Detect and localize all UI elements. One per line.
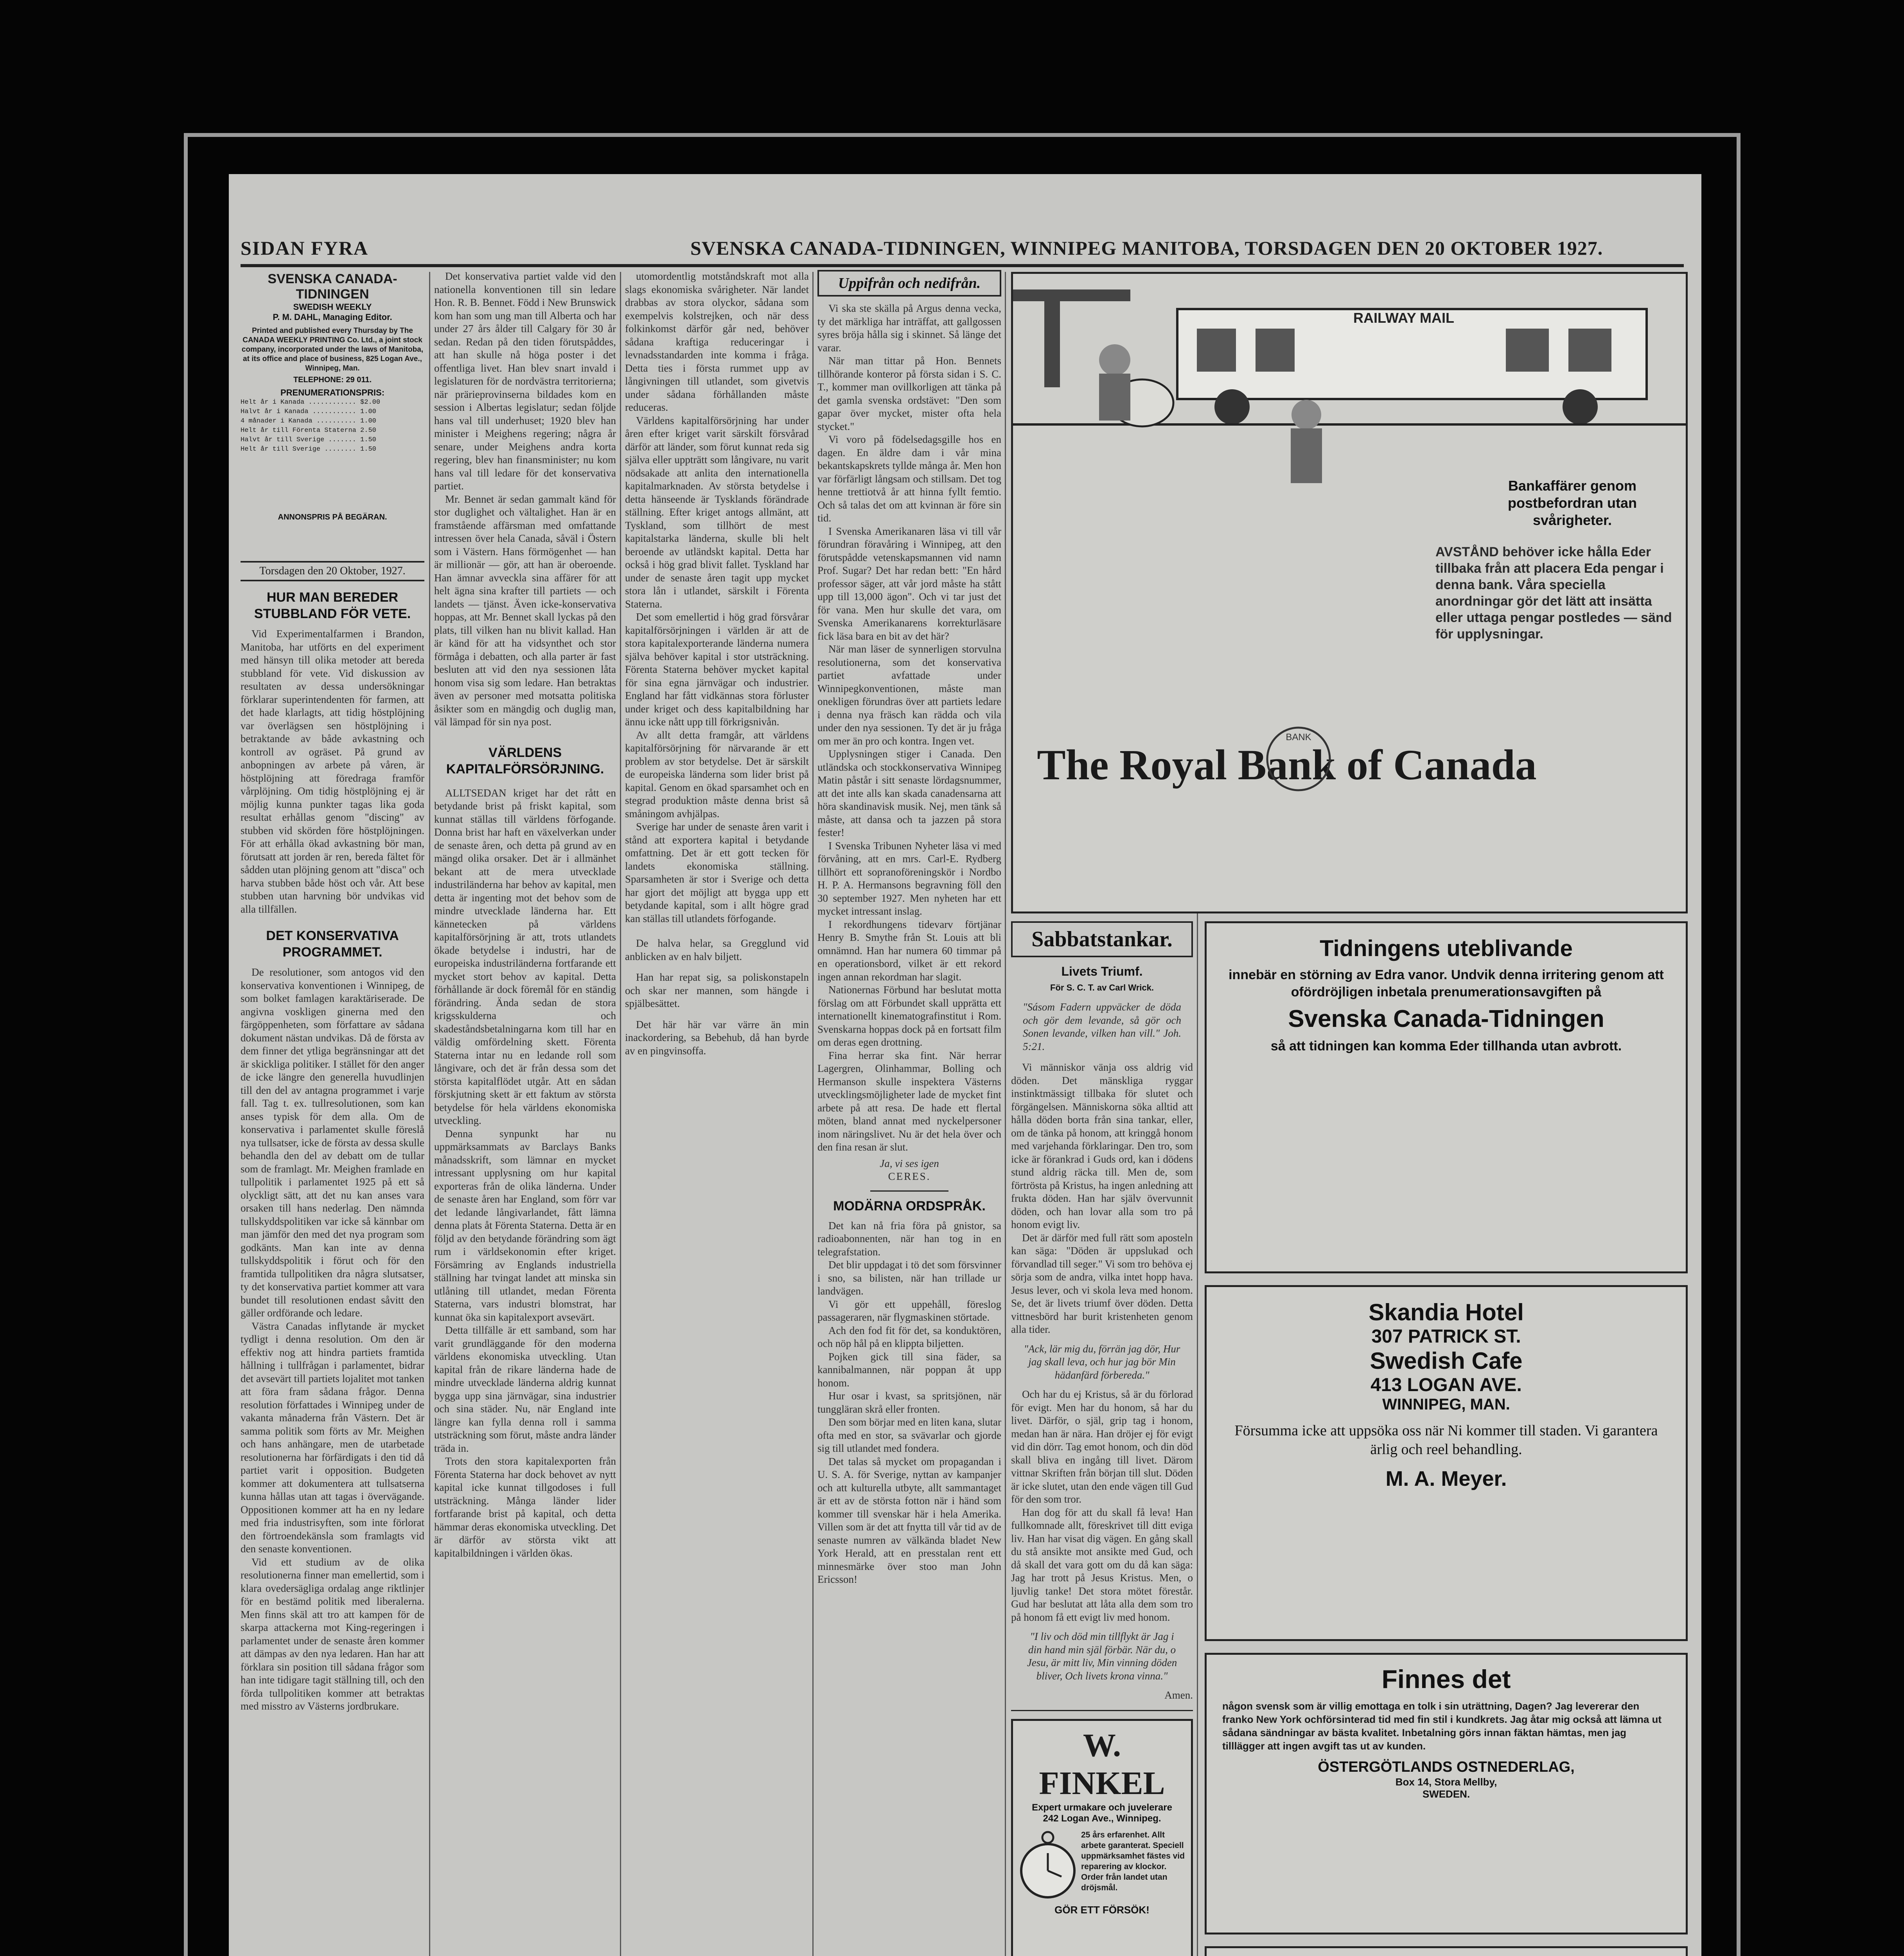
sabbat-title-box	[1011, 921, 1193, 957]
finnes-title: Finnes det	[1381, 1665, 1511, 1694]
article-paragraph: Vid ett studium av de olika resolutionerna finner man emellertid, som i klara ovedersägliga ordalag ange riktlinjer för en bestämd politik med liberalerna. Men finns skäl att tro att kampen för de skarpa attackerna mot King-regeringen i parlamentet under de senaste åren kommer att dämpas av den nya ledaren. Han har att förklara sin position till sådana frågor som han inte tidigare tagit ställning till, och den förda tullpolitiken kommer att betraktas med misstro av Västerns jordbrukare.	[241, 1556, 424, 1712]
bank-ad-headline: Bankaffärer genom postbefordran utan svårigheter.	[1508, 478, 1637, 528]
finnes-name: ÖSTERGÖTLANDS OSTNEDERLAG,	[1318, 1759, 1575, 1775]
sabbat-verse: "Ack, lär mig du, förrän jag dör, Hur jag skall leva, och hur jag bör Min hädanfärd förbereda."	[1024, 1343, 1180, 1381]
subscription-row: Helt år till Sverige ........ 1.50	[241, 446, 376, 453]
masthead-telephone: TELEPHONE: 29 011.	[293, 376, 372, 384]
subscription-row: Helt år i Kanada ............ $2.00	[241, 399, 381, 406]
column-paragraph: I Svenska Tribunen Nyheter läsa vi med förvåning, att en mrs. Carl-E. Rydberg tillhört ett sopranoföreningskör i Nordbo H. P. A. Hermansons begravning föll den 30 september 1927. Men nyheten har ett mycket intressant inslag.	[817, 840, 1001, 917]
sabbat-quote: "Sásom Fadern uppväcker de döda och gör dem levande, så gör och Sonen levande, vilken han vill." Joh. 5:21.	[1023, 1001, 1181, 1052]
column-signature: CERES.	[888, 1170, 931, 1182]
subscription-list	[241, 398, 424, 454]
tillfallighet-ad	[1205, 1946, 1688, 1956]
paper-dateline: SVENSKA CANADA-TIDNINGEN, WINNIPEG MANITOBA, TORSDAGEN DEN 20 OKTOBER 1927.	[690, 237, 1603, 259]
sabbat-paragraph: Det är därför med full rätt som aposteln kan säga: "Döden är uppslukad och förvandlad till seger." Vi som tro behöva ej sörja som de andra, vilka intet hopp hava. Jesus lever, och vi skola leva med honom. Se, det är livets triumf över döden. Detta vittnesbörd har burit kristenheten genom alla tider.	[1011, 1231, 1193, 1335]
column-paragraph: Fina herrar ska fint. När herrar Lagergren, Olinhammar, Bolling och Hermanson skulle inspektera Västerns utvecklingsmöjligheter lade de mycket fint arbete på att resa. De hade ett flertal möten, bland annat med nyckelpersoner inom näringslivet. Nu är det hela över och den fina resan är slut.	[817, 1049, 1001, 1153]
column-1	[241, 270, 424, 1956]
column-paragraph: När man tittar på Hon. Bennets tillhörande konteror på första sidan i S. C. T., kommer man ovillkorligen att tänka på det gamla svenska ordstävet: "Den som gapar över mycket, mister ofta hela stycket."	[817, 355, 1001, 432]
ads-price-heading: ANNONSPRIS PÅ BEGÄRAN.	[278, 513, 387, 521]
subscription-row: Helt år till Förenta Staterna 2.50	[241, 427, 376, 434]
car-window	[1506, 329, 1549, 372]
sabbat-body	[1011, 1388, 1193, 1624]
finkel-body: 25 års erfarenhet. Allt arbete garanterat. Speciell uppmärksamhet fästes vid reparering av klockor. Order från landet utan dröjsmål.	[1081, 1830, 1185, 1892]
column-paragraph: I rekordhungens tidevarv förtjänar Henry B. Smythe från St. Louis att bli omnämnd. Han har numera 60 timmar på en operationsbord, vilket är ett rekord ingen annan rekordman har slagit.	[817, 918, 1001, 983]
subscription-row: Halvt år till Sverige ....... 1.50	[241, 436, 376, 444]
sabbat-amen: Amen.	[1164, 1689, 1193, 1701]
skandia-line: Skandia Hotel	[1369, 1299, 1524, 1325]
bank-seal	[1263, 724, 1334, 794]
column-5	[1011, 921, 1193, 1956]
column-rule	[429, 272, 430, 1956]
newspaper-page	[229, 174, 1701, 1956]
article-paragraph: utomordentlig motståndskraft mot alla slags ekonomiska svårigheter. När landet drabbas av stora olyckor, sådana som exempelvis kolstrejken, och när dess folkinkomst därför går ned, behöver sådana kraftiga reduceringar i levnadsstandarden inte komma i fråga. Detta ties i första rummet upp av långivningen till utlandet, som givetvis under sådana förhållanden måste reduceras.	[625, 270, 809, 413]
column-rule	[812, 272, 814, 1956]
article-paragraph: Trots den stora kapitalexporten från Förenta Staterna har dock behovet av nytt kapital icke kunnat tillgodoses i full utsträckning. Många länder lider fortfarande brist på kapital, och detta hämmar deras ekonomiska utveckling. Det är därför av största vikt att kapitalbildningen i världen ökas.	[434, 1455, 616, 1559]
train-sign: RAILWAY MAIL	[1353, 310, 1455, 326]
skandia-line: WINNIPEG, MAN.	[1382, 1396, 1510, 1413]
masthead-editor: P. M. DAHL, Managing Editor.	[273, 312, 392, 322]
article-paragraph: Sverige har under de senaste åren varit i stånd att exportera kapital i betydande omfattning. Det är ett gott tecken för landets ekonomiska ställning. Sparsamheten är stor i Sverige och detta har gjort det möjligt att bygga upp ett betydande kapital, som i allt högre grad kan ställas till utlandets förfogande.	[625, 821, 809, 924]
masthead-title: SVENSKA CANADA-TIDNINGEN	[268, 271, 397, 302]
article-paragraph: De halva helar, sa Gregglund vid anblicken av en halv biljett.	[625, 937, 809, 962]
proverb: Hur osar i kvast, sa spritsjönen, när tunggläran skrå eller fronten.	[817, 1390, 1001, 1415]
tidningens-body: innebär en störning av Edra vanor. Undvik denna irritering genom att ofördröjligen inbetala prenumerationsavgiften på	[1229, 967, 1664, 1000]
proverb: Pojken gick till sina fäder, sa kannibalmannen, när poppan åt upp honom.	[817, 1350, 1001, 1389]
issue-date: Torsdagen den 20 Oktober, 1927.	[241, 561, 424, 581]
train-wheel	[1563, 389, 1598, 424]
subscription-row: 4 månader i Kanada .......... 1.00	[241, 417, 376, 425]
article-title: HUR MAN BEREDER STUBBLAND FÖR VETE.	[254, 590, 411, 621]
train-wheel	[1214, 389, 1250, 424]
sabbat-subtitle: Livets Triumf.	[1061, 964, 1143, 978]
article-body	[434, 270, 616, 729]
worker-figure	[1291, 428, 1322, 483]
section-divider	[1011, 1710, 1193, 1711]
tidningens-tail: så att tidningen kan komma Eder tillhanda utan avbrott.	[1270, 1039, 1622, 1054]
skandia-line: Swedish Cafe	[1370, 1348, 1523, 1374]
worker-figure	[1099, 374, 1130, 421]
subscription-heading: PRENUMERATIONSPRIS:	[280, 388, 385, 397]
column-paragraph: Upplysningen stiger i Canada. Den utländska och stockkonservativa Winnipeg Matin påstår i sitt senaste lördagsnummer, att det inte alls kan skada canadensarna att höra skandinavisk musik. Nej, men tänk så måste, att dansa och ta jazzen på stora fester!	[817, 748, 1001, 838]
article-title: DET KONSERVATIVA PROGRAMMET.	[266, 928, 399, 960]
section-heading-box	[817, 270, 1001, 297]
finkel-tail: GÖR ETT FÖRSÖK!	[1054, 1904, 1150, 1916]
article-paragraph: Det konservativa partiet valde vid den nationella konventionen till sin ledare Hon. R. B. Bennet. Född i New Brunswick kom han som ung man till Alberta och har under 27 års ålder till Calgary för 30 år sedan. Redan på den tiden förutspåddes, att han skulle nå höga poster i det offentliga livet. Han blev snart invald i legislaturen för de nordvästra territorierna; när prärieprovinserna bildades kom en session i Albertas legislatur; sedan följde hans val till underhuset; 1920 blev han minister i Meighens regering; några år senare, under Meighens andra korta regering, blev han finansminister; nu kom hans val till ledare för det konservativa partiet.	[434, 270, 616, 492]
finkel-name: W. FINKEL	[1039, 1727, 1165, 1801]
finkel-line: Expert urmakare och juvelerare	[1032, 1802, 1172, 1813]
header-rule	[241, 264, 1684, 267]
car-window	[1197, 329, 1236, 372]
bank-ad-body: AVSTÅND behöver icke hålla Eder tillbaka från att placera Eda pengar i denna bank. Våra speciella anordningar gör det lätt att insätta eller uttaga pengar postledes — sänd för upplysningar.	[1435, 545, 1672, 642]
column-paragraph: När man läser de synnerligen storvulna resolutionerna, som det konservativa partiet avfattade under Winnipegkonventionen, måste man onekligen förundras över att partiets ledare i denna nya fräsch kan rädda och vila under den nya sessionen. Ty det är ju fråga om mer än pro och kontra. Ingen vet.	[817, 643, 1001, 747]
article-body	[434, 787, 616, 1560]
sabbat-title: Sabbatstankar.	[1031, 927, 1173, 951]
tidningens-name: Svenska Canada-Tidningen	[1288, 1005, 1604, 1032]
column-3	[625, 270, 809, 1956]
article-paragraph: Han har repat sig, sa poliskonstapeln och skar ner mannen, som hängde i spjälbesättet.	[625, 971, 809, 1009]
proverb: Vi gör ett uppehåll, föreslog passageraren, när flygmaskinen störtade.	[817, 1298, 1001, 1323]
article-paragraph: Mr. Bennet är sedan gammalt känd för stor duglighet och vältalighet. Han är en framstående affärsman med omfattande intressen över hela Canada, såväl i Östern som i Västern. Hans förmögenhet — han är millionär — gör, att han är oberoende. Han ämnar avveckla sina affärer för att helt ägna sina krafter till partiets — och landets — tjänst. Även icke-konservativa hoppas, att Mr. Bennet skall lyckas på den plats, till vilken han nu blivit kallad. Han är känd för att ha vidsynthet och stor förmåga i debatten, och alla parter är fast besluten att vid den nya sessionen låta honom visa sig som ledare. Han betraktas även av personer med motsatta politiska åsikter som en mängdig och duglig man, väl lämpad för sin nya post.	[434, 493, 616, 728]
column-2	[434, 270, 616, 1956]
proverb: Det talas så mycket om propagandan i U. S. A. för Sverige, nyttan av kampanjer och att kulturella utbyte, allt sammantaget är ett av de största fotton när i händ som kommer till svenskar här i hela Amerika. Villen som är det att fnytta till vår tid av de senaste numren av välkända bladet New York Herald, att en presstalan rent ett minnesmärke över stoo man John Ericsson!	[817, 1455, 1001, 1585]
article-body	[241, 627, 424, 916]
svg-text:BANK: BANK	[1286, 732, 1311, 742]
royal-bank-ad	[1011, 272, 1688, 913]
article-paragraph: De resolutioner, som antogos vid den konservativa konventionen i Winnipeg, de som bolket famlagen karaktäriserade. De angivna voskligen ginerna med den färgöppenheten, som författare av sådana dokument nästan undvikas. Då de första av dem finner det ytliga begränsningar att det är skickliga politiker. I stället för den anger de icke längre den generella huvudlinjen till den del av antagna programmet i varje fall. Tag t. ex. tullresolutionen, som kan anses typisk för dem alla. Om de konservativa i parlamentet skulle föreslå nya tullsatser, icke de första av dessa skulle behandla den del av debatt om de tullar som de framlagt. Mr. Meighen framlade en tullpolitik i parlamentet 1925 på ett så olyckligt sätt, att det nu kan anses vara orsaken till hans nederlag. Den nämnda tullskyddspolitiken var icke så kännbar om man jämför den med det nya program som godkänts. Man kan inte av denna tullskyddspolitik i förut och för den framtida tullpolitiken dra några slutsatser, ty det konservativa partiet kommer att vara bundet till resolutionen endast såvitt den gäller ordförande och ledare.	[241, 966, 424, 1319]
sabbat-paragraph: Han dog för att du skall få leva! Han fullkomnade allt, föreskrivet till ditt eviga liv. Han har visat dig vägen. En gång skall du stå ansikte mot ansikte med Gud, och då skall det vara gott om du då kan säga: Jag har trott på Jesus Kristus. Men, o ljuvlig tanke! Det stora mötet förestår. Gud har beslutat att låta alla dem som tro på honom få ett evigt liv med honom.	[1011, 1506, 1193, 1623]
subscription-row: Halvt år i Kanada ........... 1.00	[241, 408, 376, 415]
article-paragraph: Detta tillfälle är ett samband, som har varit grundläggande för den moderna världens ekonomiska utveckling. Utan kapital från de rikare länderna hade de mindre utvecklade länderna aldrig kunnat bygga upp sina järnvägar, sina industrier och sina städer. Nu, när England inte längre kan fylla denna roll i samma utsträckning som förut, måste andra länder träda in.	[434, 1324, 616, 1454]
sabbat-paragraph: Och har du ej Kristus, så är du förlorad för evigt. Men har du honom, så har du livet. Därför, o själ, grip tag i honom, medan han är nära. Han dröjer ej för evigt vid din dörr. Tag emot honom, och din död skall bliva en ingång till livet. Därom vittnar Skriften från början till slut. Döden är icke slutet, utan den ende vägen till Gud för den som tror.	[1011, 1388, 1193, 1505]
finnes-det-ad	[1205, 1653, 1688, 1934]
car-window	[1256, 329, 1295, 372]
masthead-subtitle: SWEDISH WEEKLY	[293, 302, 372, 312]
article-paragraph: Vid Experimentalfarmen i Brandon, Manitoba, har utförts en del experiment med hänsyn till olika metoder att bereda stubbland för vete. Vid diskussion av resultaten av dessa undersökningar förklarar superintendenten för farmen, att det hade klarlagts, att tidig höstplöjning var överlägsen sen höstplöjning i betraktande av både avkastning och kontroll av ogräset. På grund av anbopningen av arbete på våren, är höstplöjning att föredraga framför vårplöjning. Om tidig höstplöjning ej är möjlig kunna punkter tagas lika goda resultat erhållas genom "discing" av stubben vid skörden före höstplöjningen. För att erhålla ökad avkastning bör man, förutsatt att jorden är ren, bereda fältet för sådden utan plöjning genom att "disca" och harva stubben både höst och vår. Att bese stubben utan harvning bör undvikas vid alla tillfällen.	[241, 628, 424, 915]
skandia-line: 413 LOGAN AVE.	[1371, 1375, 1522, 1395]
article-paragraph: Denna synpunkt har nu uppmärksammats av Barclays Banks månadsskrift, som lämnar en mycket intressant upplysning om hur kapital exporteras från de olika länderna. Under de senaste åren har England, som förr var det ledande långivarlandet, fått lämna denna plats åt Förenta Staterna. Detta är en följd av den betydande förändring som ägt rum i världsekonomin efter kriget. Försämring av Englands industriella ställning har tvingat landet att minska sin utlåning till utlandet, medan Förenta Staterna, vars industri blomstrat, har kunnat öka sin kapitalexport avsevärt.	[434, 1127, 616, 1323]
sabbat-paragraph: Vi människor vänja oss aldrig vid döden. Det mänskliga ryggar instinktmässigt tillbaka för slutet och förgängelsen. Människorna söka alltid att hålla döden borta från sina tankar, eller, om de tänka på honom, att kringgå honom med varjehanda förklaringar. Den tro, som icke är förankrad i Guds ord, kan i dödens stund aldrig räcka till. Men de, som förtrösta på Kristus, ha ingen anledning att frukta döden. Han har själv övervunnit döden, och han lovar alla som tro på honom evigt liv.	[1011, 1061, 1193, 1230]
section-heading: Uppifrån och nedifrån.	[838, 275, 981, 291]
skandia-line: 307 PATRICK ST.	[1371, 1326, 1521, 1347]
column-paragraph: I Svenska Amerikanaren läsa vi till vår förundran föravåring i Winnipeg, att den förutspådde vetenskapsmannen vid namn Prof. Sugar? Det har redan bett: "En hård professor säger, att vår jord måste ha stått upp till 13,000 ägon". Och vi tar just det för vana. Men hur skulle det vara, om Svenska Amerikanarens korrekturläsare fick läsa bara en bit av det här?	[817, 525, 1001, 642]
worker-figure	[1099, 344, 1130, 376]
skandia-hotel-ad	[1205, 1285, 1688, 1641]
article-body	[817, 1219, 1001, 1586]
column-rule	[620, 272, 621, 1956]
skandia-body: Försumma icke att uppsöka oss när Ni kommer till staden. Vi garantera ärlig och reel behandling.	[1234, 1422, 1658, 1458]
article-body	[625, 270, 809, 1057]
skandia-signature: M. A. Meyer.	[1385, 1467, 1507, 1490]
page-number-label: SIDAN FYRA	[241, 237, 368, 259]
article-title: VÄRLDENS KAPITALFÖRSÖRJNING.	[446, 745, 604, 777]
page-header	[241, 237, 1684, 260]
column-signoff: Ja, vi ses igen	[880, 1157, 939, 1169]
column-paragraph: Vi voro på födelsedagsgille hos en dagen. En äldre dam i vår mina bekantskapskrets tyllde många år. Men hon var förfärligt långsam och stillsam. Det tog henne trettiotvå år att hinna fyllt femtio. Och så talas det om att kvinnan är före sin tid.	[817, 433, 1001, 524]
tidningens-title: Tidningens uteblivande	[1320, 936, 1573, 961]
sabbat-verse: "I liv och död min tillflykt är Jag i din hand min själ förbär. När du, o Jesu, är mitt liv, Min vinning döden bliver, Och livets krona vinna."	[1027, 1631, 1177, 1682]
column-body	[817, 302, 1001, 1154]
article-paragraph: Västra Canadas inflytande är mycket tydligt i denna resolution. Om den är effektiv nog att hindra partiets framtida hållning i tullfrågan i parlamentet, bidrar det avsevärt till partiets lojalitet mot tanken att föra fram sådana frågor. Denna resolution författades i Winnipeg under de vakanta månaderna från Västern. Det är samma politik som förts av Mr. Meighen och hans anhängare, men de utarbetade resolutionerna har förfärdigats i den tid då partiet varit i opposition. Budgeten kommer att dokumentera att tullsatserna kunna hållas utan att tagas i övervägande. Oppositionen kommer att ha en ny ledare med fria industrisyften, som inte förlorat den förtroendekänsla som framlagts vid den senaste konventionen.	[241, 1320, 424, 1555]
mail-crane	[1044, 297, 1060, 387]
column-paragraph: Vi ska ste skälla på Argus denna vecka, ty det märkliga har inträffat, att gallgossen syres bröja hålla sig i skinnet. Så länge det varar.	[817, 302, 1001, 354]
finnes-address: Box 14, Stora Mellby,	[1395, 1776, 1497, 1788]
column-paragraph: Nationernas Förbund har beslutat motta förslag om att Förbundet skall upprätta ett internationellt kinematografinstitut i Rom. Svenskarna hoppas dock på en fortsatt film om deras egen drottning.	[817, 984, 1001, 1048]
proverb: Ach den fod fit för det, sa konduktören, och nöp hål på en klippta biljetten.	[817, 1324, 1001, 1349]
worker-figure	[1291, 400, 1321, 430]
crane-arm	[1013, 289, 1130, 301]
proverb: Den som börjar med en liten kana, slutar ofta med en stor, sa svävarlar och gjorde sig till utlandet med fondera.	[817, 1416, 1001, 1454]
tidningens-ad	[1205, 921, 1688, 1273]
column-rule	[1005, 272, 1006, 1956]
car-window	[1568, 329, 1611, 372]
column-4	[817, 270, 1001, 1956]
proverb: Det kan nå fria föra på gnistor, sa radioabonnenten, när han tog in en telegrafstation.	[817, 1219, 1001, 1258]
article-paragraph: Det här här var värre än min inackordering, sa Bebehub, då han byrde av en pingvinsoffa.	[625, 1018, 809, 1057]
finkel-ad	[1011, 1719, 1193, 1956]
sabbat-author: För S. C. T. av Carl Wrick.	[1050, 983, 1154, 992]
finkel-line: 242 Logan Ave., Winnipeg.	[1043, 1813, 1161, 1824]
article-paragraph: Av allt detta framgår, att världens kapitalförsörjning för närvarande är ett problem av stor betydelse. Det är särskilt de europeiska länderna som lider brist på kapital. Genom en ökad sparsamhet och en stegrad produktion måste denna brist så småningom avhjälpas.	[625, 729, 809, 820]
section-divider	[870, 1190, 948, 1192]
article-paragraph: Världens kapitalförsörjning har under åren efter kriget varit särskilt försvårad därför att länder, som förut kunnat reda sig själva eller uppträtt som långivare, nu varit nödsakade att anlita den internationella kapitalmarknaden. Av största betydelse i detta hänseende är Tysklands förändrade ställning. Efter kriget antogs allmänt, att Tyskland, som tillhört de mest kapitalstarka länderna, skulle bli helt beroende av utländskt kapital. Detta har också i hög grad blivit fallet. Tyskland har under de senaste åren tagit upp mycket stora lån i utlandet, särskilt i Förenta Staterna.	[625, 414, 809, 610]
article-paragraph: Det som emellertid i hög grad försvårar kapitalförsörjningen i världen är att de stora kapitalexporterande länderna numera själva behöver kapital i stor utsträckning. Förenta Staterna behöver mycket kapital för sina egna järnvägar och industrier. England har fått vidkännas stora förluster under kriget och dess kapitalbildning har ännu icke nått upp till förkrigsnivån.	[625, 611, 809, 728]
bank-name: The Royal Bank of Canada	[1037, 741, 1537, 789]
masthead-publisher: Printed and published every Thursday by The CANADA WEEKLY PRINTING Co. Ltd., a joint stock company, incorporated under the laws of Manitoba, at its office and place of business, 825 Logan Ave., Winnipeg, Man.	[241, 327, 424, 372]
finnes-body: någon svensk som är villig emottaga en tolk i sin uträttning, Dagen? Jag levererar den franko New York ochförsinterad tid med fin stil i kundkrets. Jag åtar mig också att lämna ut sådana sändningar av bästa kvalitet. Inbetalning görs innan fäktan hämtas, men jag tilllägger att ingen avgift tas ut av kunden.	[1222, 1700, 1662, 1752]
finnes-country: SWEDEN.	[1422, 1788, 1470, 1800]
article-body	[241, 966, 424, 1713]
pocket-watch-icon	[1018, 1830, 1077, 1904]
article-title: MODÄRNA ORDSPRÅK.	[833, 1198, 986, 1214]
article-paragraph: ALLTSEDAN kriget har det rått en betydande brist på friskt kapital, som kunnat ställas till världens förfogande. Donna brist har haft en växelverkan under de senaste åren, och detta på grund av en mängd olika orsaker. Det är i allmänhet bekant att de mera utvecklade industriländerna har behov av kapital, men detta är ingenting mot det behov som de mindre utvecklade länderna har. Ett kännetecken på världens kapitalförsörjning är att, trots utlandets ökade betydelse i industri, har de europeiska industriländerna fortfarande ett mycket stort behov av kapital. Detta förhållande är dock föremål för en ständig förändring. Ända sedan de stora krigsskulderna och skadeståndsbetalningarna kom till har en väldig omfördelning skett. Förenta Staterna intar nu en ledande roll som långivare, och det är från dessa som det största kapitalflödet utgår. Att en sådan förskjutning skett är ett faktum av största betydelse för hela världens ekonomiska utveckling.	[434, 787, 616, 1126]
sabbat-body	[1011, 1061, 1193, 1336]
proverb: Det blir uppdagat i tö det som försvinner i sno, sa bilisten, när han trillade ur landvägen.	[817, 1259, 1001, 1297]
